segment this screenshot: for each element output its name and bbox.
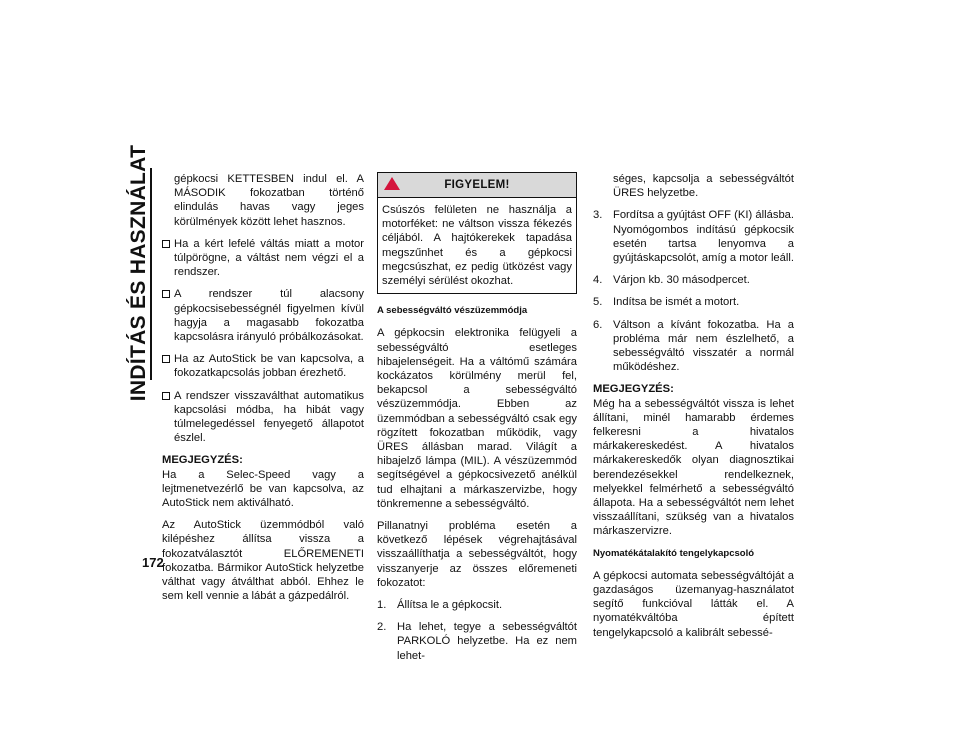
numbered-step xyxy=(593,318,794,375)
side-section-title xyxy=(119,144,159,401)
warning-box xyxy=(377,172,577,294)
column-3 xyxy=(593,172,794,648)
step-text: Állítsa le a gépkocsit. xyxy=(397,599,503,612)
side-rule xyxy=(150,168,152,380)
square-bullet-icon xyxy=(162,392,170,400)
paragraph: A gépkocsi automata sebességváltóját a gazdaságos üzemanyag-használatot segítő funkcióval látták el. A nyomatékváltóba épített tengelykapcsoló a kalibrált sebessé- xyxy=(593,569,794,639)
step-text: Ha lehet, tegye a sebességváltót PARKOLÓ helyzetbe. Ha ez nem lehet- xyxy=(397,621,577,662)
exit-paragraph: Az AutoStick üzemmódból való kilépéshez állítsa vissza a fokozatválasztót ELŐREMENETI fokozatba. Bármikor AutoStick helyzetbe válthat vagy átválthat abból. Ehhez le sem kell vennie a lábát a gázpedálról. xyxy=(162,519,364,603)
step-number: 4. xyxy=(593,274,603,287)
section-heading: A sebességváltó vészüzemmódja xyxy=(377,305,528,317)
square-bullet-icon xyxy=(162,355,170,363)
square-bullet-icon xyxy=(162,240,170,248)
numbered-step xyxy=(377,598,577,612)
note-text: Ha a Selec-Speed vagy a lejtmenetvezérlő be van kapcsolva, az AutoStick nem aktiválható. xyxy=(162,468,364,510)
note-heading: MEGJEGYZÉS: xyxy=(593,383,674,396)
side-section-title-text: INDÍTÁS ÉS HASZNÁLAT xyxy=(127,144,150,401)
step-continuation: séges, kapcsolja a sebességváltót ÜRES helyzetbe. xyxy=(613,173,794,200)
square-bullet-icon xyxy=(162,290,170,298)
paragraph: A gépkocsin elektronika felügyeli a sebességváltó esetleges hibajelenségeit. Ha a váltómű számára kockázatos körülmény merül fel, bekapcsol a sebességváltó vészüzemmódja. Ebben az üzemmódban a sebességváltó csak egy rögzített fokozatban működik, vagy ÜRES állásban marad. Világít a hibajelző lámpa (MIL). A vészüzemmód segítségével a gépkocsivezető anélkül tud elhajtani a márkaszervizbe, hogy tönkremenne a sebességváltó. xyxy=(377,327,577,510)
column-2 xyxy=(377,172,577,671)
numbered-step xyxy=(377,620,577,663)
step-number: 2. xyxy=(377,621,387,634)
step-text: Várjon kb. 30 másodpercet. xyxy=(613,274,750,287)
intro-paragraph: gépkocsi KETTESBEN indul el. A MÁSODIK fokozatban történő elindulás havas vagy jeges körülmények között lehet hasznos. xyxy=(174,173,364,228)
warning-body xyxy=(378,198,576,293)
numbered-step xyxy=(593,208,794,265)
warning-header xyxy=(378,173,576,198)
step-number: 6. xyxy=(593,318,603,331)
step-number: 1. xyxy=(377,599,387,612)
bullet-text: A rendszer visszaválthat automatikus kapcsolási módba, ha hibát vagy túlmelegedéssel fenyegető állapotot észlel. xyxy=(174,389,364,445)
step-number: 5. xyxy=(593,296,603,309)
note-text: Még ha a sebességváltót vissza is lehet állítani, minél hamarabb érdemes felkeresni a hivatalos márkakereskedést. A hivatalos márkakereskedők olyan diagnosztikai berendezésekkel rendelkeznek, melyekkel felmérhető a sebességváltó állapota. Ha a sebességváltót nem lehet visszaállítani, szükség van a hivatalos márkaszervizre. xyxy=(593,397,794,538)
bullet-item xyxy=(162,352,364,380)
bullet-text: Ha a kért lefelé váltás miatt a motor túlpörögne, a váltást nem végzi el a rendszer. xyxy=(174,237,364,279)
section-heading: Nyomatékátalakító tengelykapcsoló xyxy=(593,547,755,559)
warning-title: FIGYELEM! xyxy=(444,179,510,191)
bullet-text: Ha az AutoStick be van kapcsolva, a fokozatkapcsolás jobban érezhető. xyxy=(174,353,364,380)
paragraph: Pillanatnyi probléma esetén a következő lépések végrehajtásával visszaállíthatja a sebességváltót, hogy visszanyerje az összes előremeneti fokozatot: xyxy=(377,520,577,589)
step-text: Váltson a kívánt fokozatba. Ha a probléma már nem észlelhető, a sebességváltó visszatér a normál működéshez. xyxy=(613,318,794,374)
bullet-text: A rendszer túl alacsony gépkocsisebességnél figyelmen kívül hagyja a magasabb fokozatba kapcsolásra irányuló próbálkozásokat. xyxy=(174,288,364,344)
step-text: Indítsa be ismét a motort. xyxy=(613,296,740,309)
bullet-item xyxy=(162,389,364,446)
bullet-item xyxy=(162,237,364,280)
note-heading: MEGJEGYZÉS: xyxy=(162,454,243,467)
numbered-step xyxy=(593,273,794,287)
bullet-item xyxy=(162,287,364,344)
numbered-step xyxy=(593,295,794,309)
step-number: 3. xyxy=(593,209,603,222)
column-1 xyxy=(162,172,364,611)
step-text: Fordítsa a gyújtást OFF (KI) állásba. Nyomógombos indítású gépkocsik esetén tartsa lenyomva a gyújtáskapcsolót, amíg a motor leáll. xyxy=(613,209,794,265)
page-number: 172 xyxy=(142,555,164,570)
warning-text: Csúszós felületen ne használja a motorféket: ne váltson vissza fékezés céljából. A hajtókerekek tapadása megszűnhet és a gépkocsi megcsúszhat, ez pedig ütközést vagy személyi sérülést okozhat. xyxy=(382,204,572,288)
